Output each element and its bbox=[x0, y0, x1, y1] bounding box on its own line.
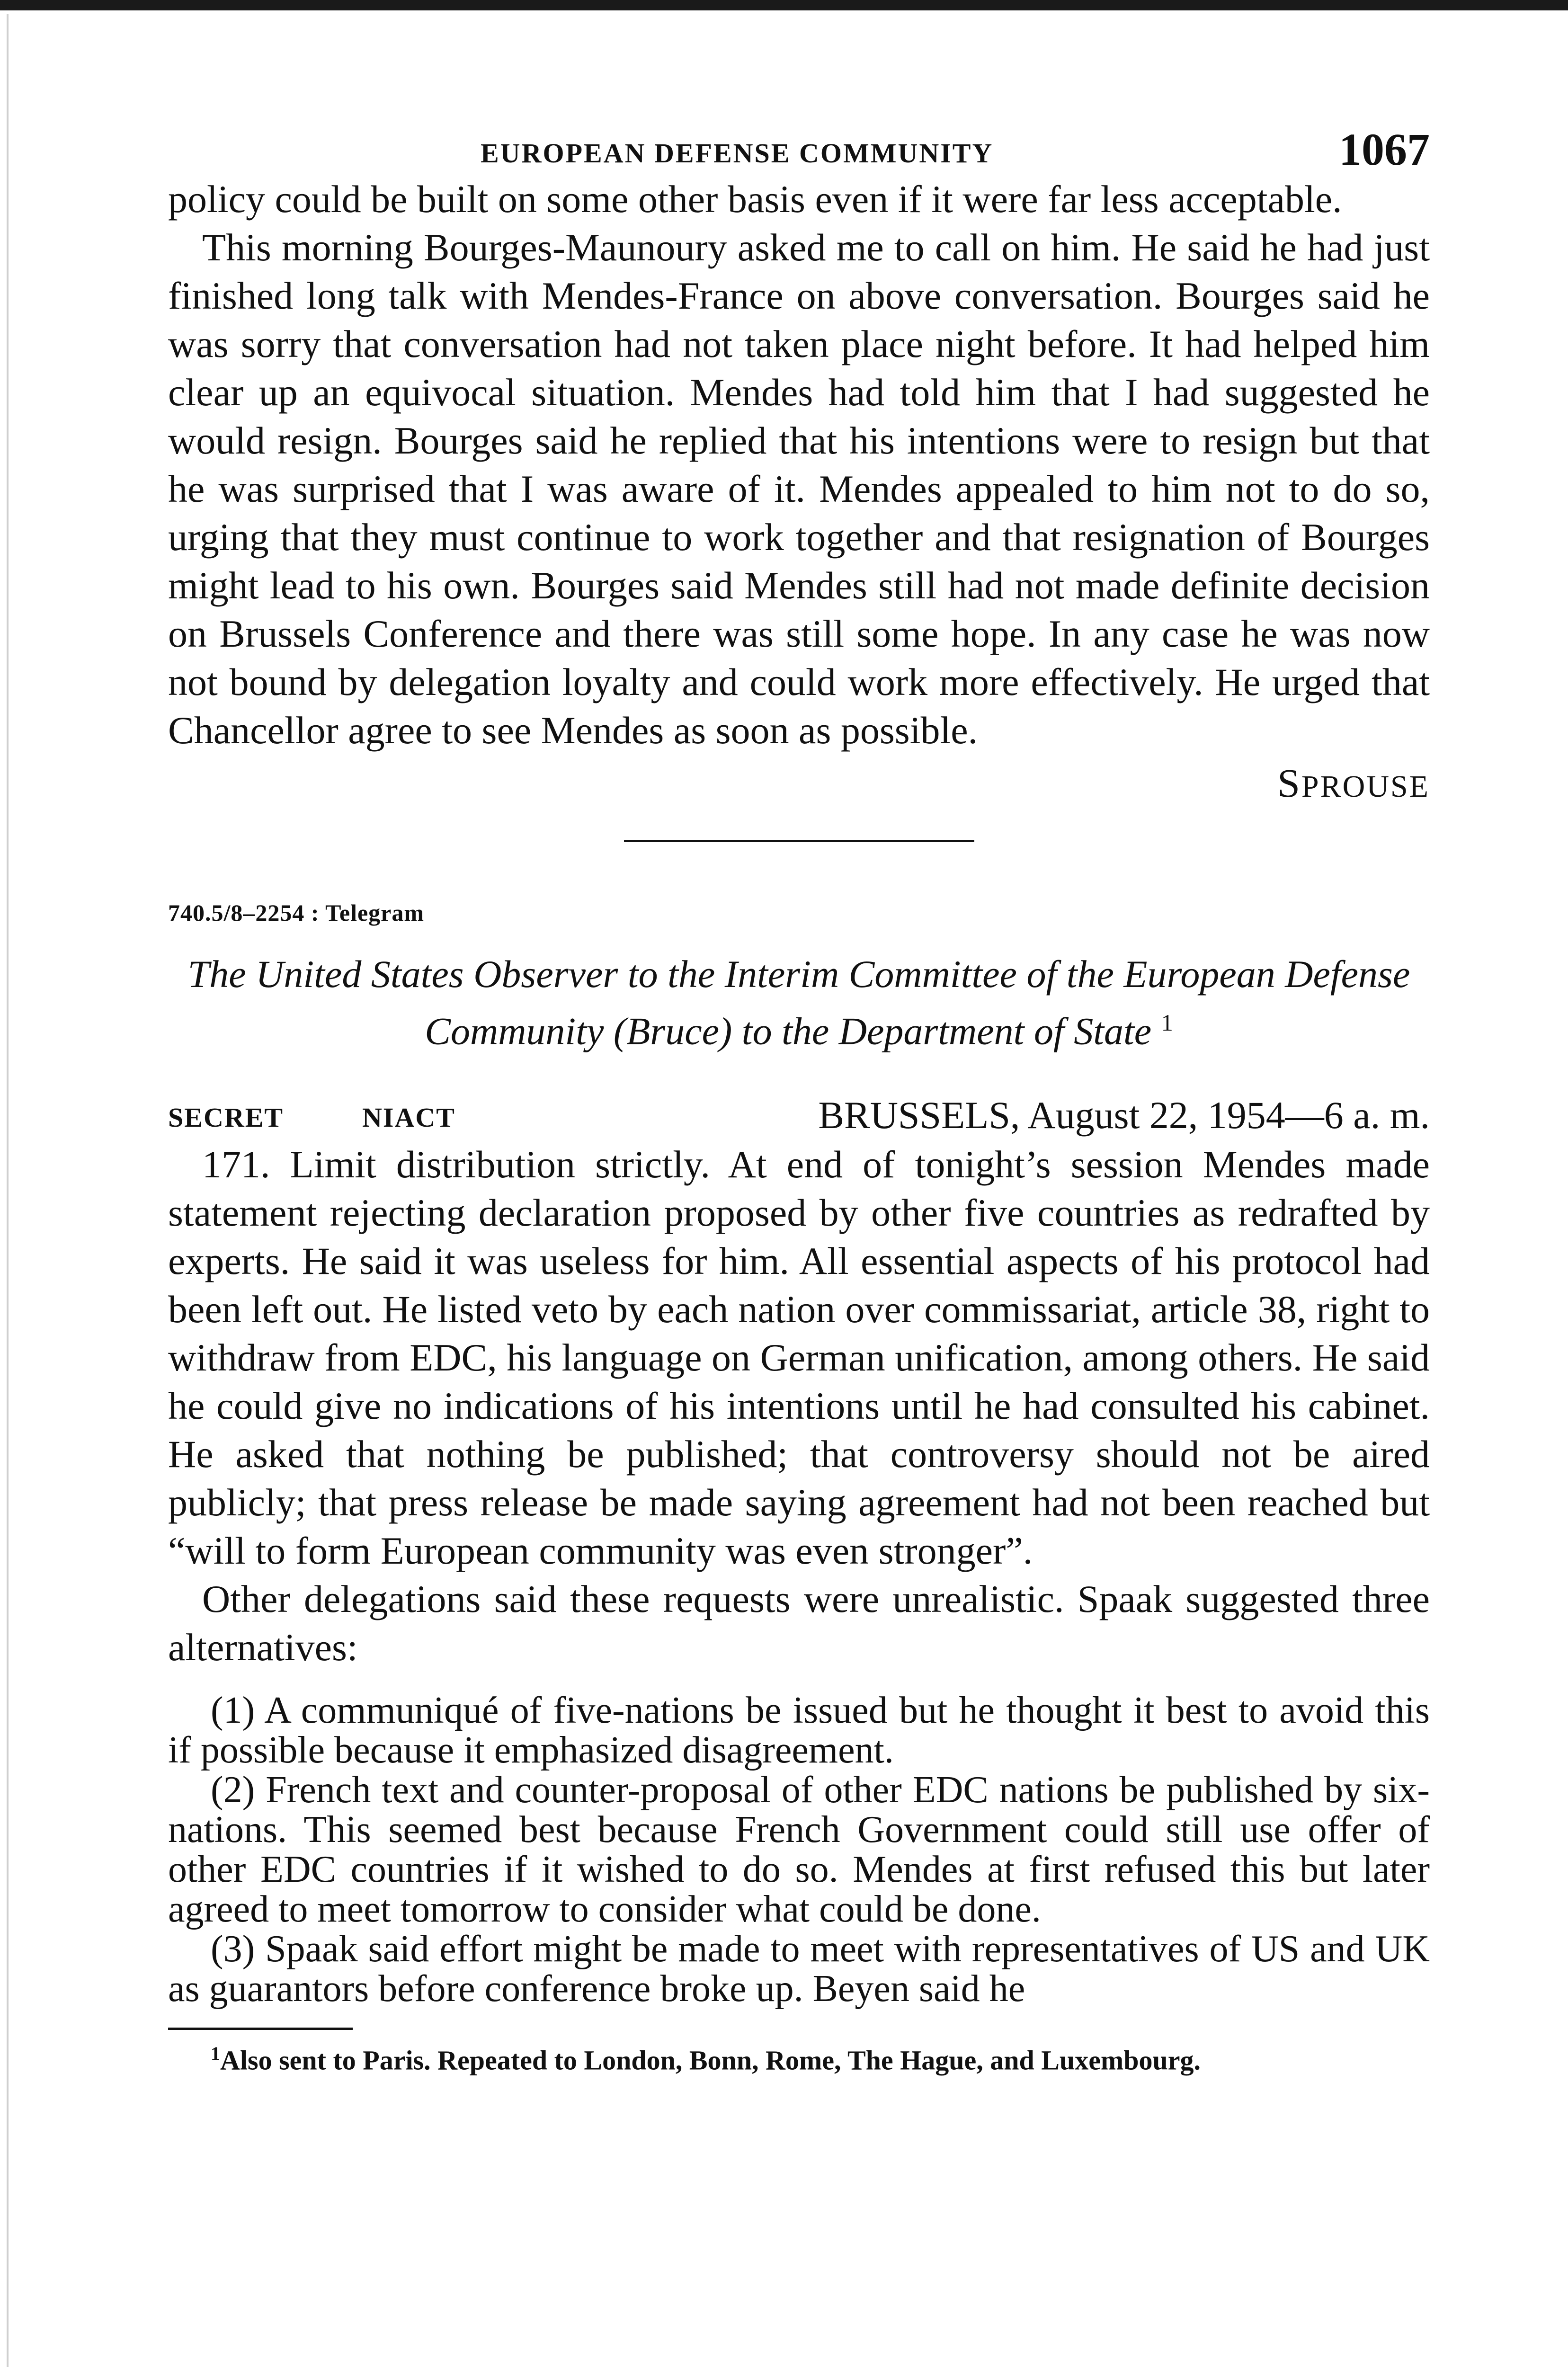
file-reference: 740.5/8–2254 : Telegram bbox=[168, 899, 425, 926]
page-number: 1067 bbox=[1339, 124, 1430, 175]
footnote-reference: 1 bbox=[1161, 1009, 1173, 1036]
continued-paragraph: policy could be built on some other basis even if it were far less acceptable. bbox=[168, 178, 1342, 221]
document-title bbox=[168, 950, 1430, 1055]
page-binding-edge bbox=[7, 14, 9, 2367]
section-divider bbox=[624, 840, 974, 842]
alternatives-list bbox=[168, 1691, 1430, 2009]
running-head bbox=[168, 118, 1430, 175]
signature bbox=[168, 759, 1430, 811]
footnote bbox=[168, 2036, 1430, 2078]
footnote-marker: 1 bbox=[211, 2043, 220, 2064]
classification-marking: SECRET bbox=[168, 1102, 284, 1133]
list-item: (2) French text and counter-proposal of other EDC nations be published by six-nations. This seemed best because French Government could still use offer of other EDC countries if it wished to do so. Mendes at first refused this but later agreed to meet tomorrow to consider what could be done. bbox=[168, 1769, 1430, 1931]
signature-initial: S bbox=[1277, 760, 1301, 806]
telegram-body bbox=[168, 1140, 1430, 1672]
document-page bbox=[168, 118, 1430, 2079]
body-paragraph: 171. Limit distribution strictly. At end of tonight’s session Mendes made statement rejecting declaration proposed by other five countries as redrafted by experts. He said it was useless for him. All essential aspects of his protocol had been left out. He listed veto by each nation over commissariat, article 38, right to withdraw from EDC, his language on German unification, among others. He said he could give no indications of his intentions until he had consulted his cabinet. He asked that nothing be published; that controversy should not be aired publicly; that press release be made saying agreement had not been reached but “will to form European community was even stronger”. bbox=[168, 1143, 1430, 1573]
list-item: (1) A communiqué of five-nations be issued but he thought it best to avoid this if possible because it emphasized disagreement. bbox=[168, 1690, 1430, 1771]
body-paragraph: Other delegations said these requests were unrealistic. Spaak suggested three alternatives: bbox=[168, 1577, 1430, 1669]
signature-rest: PROUSE bbox=[1301, 769, 1430, 804]
dateline bbox=[168, 1093, 1430, 1140]
running-title: EUROPEAN DEFENSE COMMUNITY bbox=[481, 138, 994, 169]
place-and-date: BRUSSELS, August 22, 1954—6 a. m. bbox=[818, 1094, 1430, 1137]
body-paragraph: This morning Bourges-Maunoury asked me to call on him. He said he had just finished long talk with Mendes-France on above conversation. Bourges said he was sorry that conversation had not taken place night before. It had helped him clear up an equivocal situation. Mendes had told him that I had suggested he would resign. Bourges said he replied that his intentions were to resign but that he was surprised that I was aware of it. Mendes appealed to him not to do so, urging that they must continue to work together and that resignation of Bourges might lead to his own. Bourges said Mendes still had not made definite decision on Brussels Conference and there was still some hope. In any case he was now not bound by delegation loyalty and could work more effectively. He urged that Chancellor agree to see Mendes as soon as possible. bbox=[168, 226, 1430, 752]
handling-marking: NIACT bbox=[362, 1102, 455, 1133]
page-top-edge bbox=[0, 0, 1568, 10]
previous-document-body bbox=[168, 175, 1430, 755]
list-item: (3) Spaak said effort might be made to meet with representatives of US and UK as guarantors before conference broke up. Beyen said he bbox=[168, 1928, 1430, 2010]
footnote-text: Also sent to Paris. Repeated to London, Bonn, Rome, The Hague, and Luxembourg. bbox=[220, 2045, 1201, 2076]
footnote-rule bbox=[168, 2028, 353, 2030]
document-title-text: The United States Observer to the Interim Committee of the European Defense Community (Bruce) to the Department of State bbox=[187, 952, 1410, 1053]
